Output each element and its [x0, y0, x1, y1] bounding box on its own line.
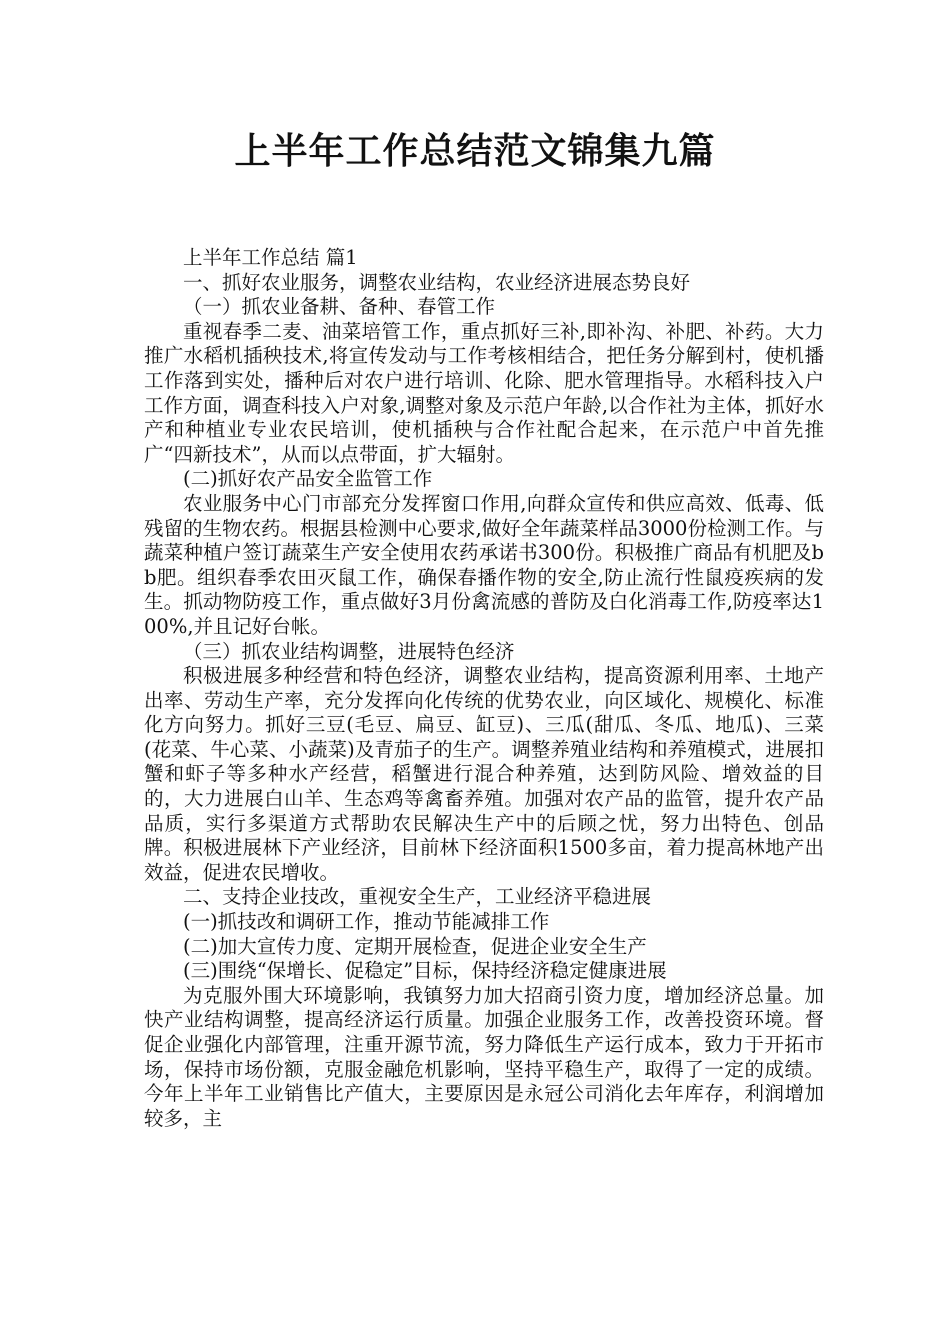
- sub-heading: (三)围绕“保增长、促稳定”目标，保持经济稳定健康进展: [183, 959, 667, 983]
- sub-heading: （一）抓农业备耕、备种、春管工作: [183, 295, 496, 319]
- sub-heading: (二)加大宣传力度、定期开展检查，促进企业安全生产: [183, 934, 647, 958]
- sub-heading: (一)抓技改和调研工作，推动节能减排工作: [183, 910, 550, 934]
- body-paragraph: 为克服外围大环境影响，我镇努力加大招商引资力度，增加经济总量。加快产业结构调整，提高经济运行质量。加强企业服务工作，改善投资环境。督促企业强化内部管理，注重开源节流，努力降低生产运行成本，致力于开拓市场，保持市场份额，克服金融危机影响，坚持平稳生产，取得了一定的成绩。今年上半年工业销售比产值大，主要原因是永冠公司消化去年库存，利润增加较多，主: [144, 983, 824, 1130]
- sub-heading: （三）抓农业结构调整，进展特色经济: [183, 639, 515, 663]
- main-heading-1: 一、抓好农业服务，调整农业结构，农业经济进展态势良好: [183, 270, 691, 294]
- body-paragraph: 农业服务中心门市部充分发挥窗口作用,向群众宣传和供应高效、低毒、低残留的生物农药。根据县检测中心要求,做好全年蔬菜样品3000份检测工作。与蔬菜种植户签订蔬菜生产安全使用农药承诺书300份。积极推广商品有机肥及bb肥。组织春季农田灭鼠工作，确保春播作物的安全,防止流行性鼠疫疾病的发生。抓动物防疫工作，重点做好3月份禽流感的普防及白化消毒工作,防疫率达100%,并且记好台帐。: [144, 491, 824, 638]
- sub-heading: (二)抓好农产品安全监管工作: [183, 467, 433, 491]
- document-title: 上半年工作总结范文锦集九篇: [234, 131, 716, 172]
- main-heading-2: 二、支持企业技改，重视安全生产，工业经济平稳进展: [183, 885, 652, 909]
- body-paragraph: 积极进展多种经营和特色经济，调整农业结构，提高资源利用率、土地产出率、劳动生产率，充分发挥向化传统的优势农业，向区域化、规模化、标准化方向努力。抓好三豆(毛豆、扁豆、缸豆)、三瓜(甜瓜、冬瓜、地瓜)、三菜(花菜、牛心菜、小蔬菜)及青茄子的生产。调整养殖业结构和养殖模式，进展扣蟹和虾子等多种水产经营，稻蟹进行混合种养殖，达到防风险、增效益的目的，大力进展白山羊、生态鸡等禽畜养殖。加强对农产品的监管，提升农产品品质，实行多渠道方式帮助农民解决生产中的后顾之忧，努力出特色、创品牌。积极进展林下产业经济，目前林下经济面积1500多亩，着力提高林地产出效益，促进农民增收。: [144, 664, 824, 884]
- section-heading: 上半年工作总结 篇1: [183, 246, 358, 269]
- document-body: [144, 246, 824, 1131]
- body-paragraph: 重视春季二麦、油菜培管工作，重点抓好三补,即补沟、补肥、补药。大力推广水稻机插秧技术,将宣传发动与工作考核相结合，把任务分解到村，使机播工作落到实处，播种后对农户进行培训、化除、肥水管理指导。水稻科技入户工作方面，调查科技入户对象,调整对象及示范户年龄,以合作社为主体，抓好水产和种植业专业农民培训，使机插秧与合作社配合起来，在示范户中首先推广“四新技术”，从而以点带面，扩大辐射。: [144, 319, 824, 466]
